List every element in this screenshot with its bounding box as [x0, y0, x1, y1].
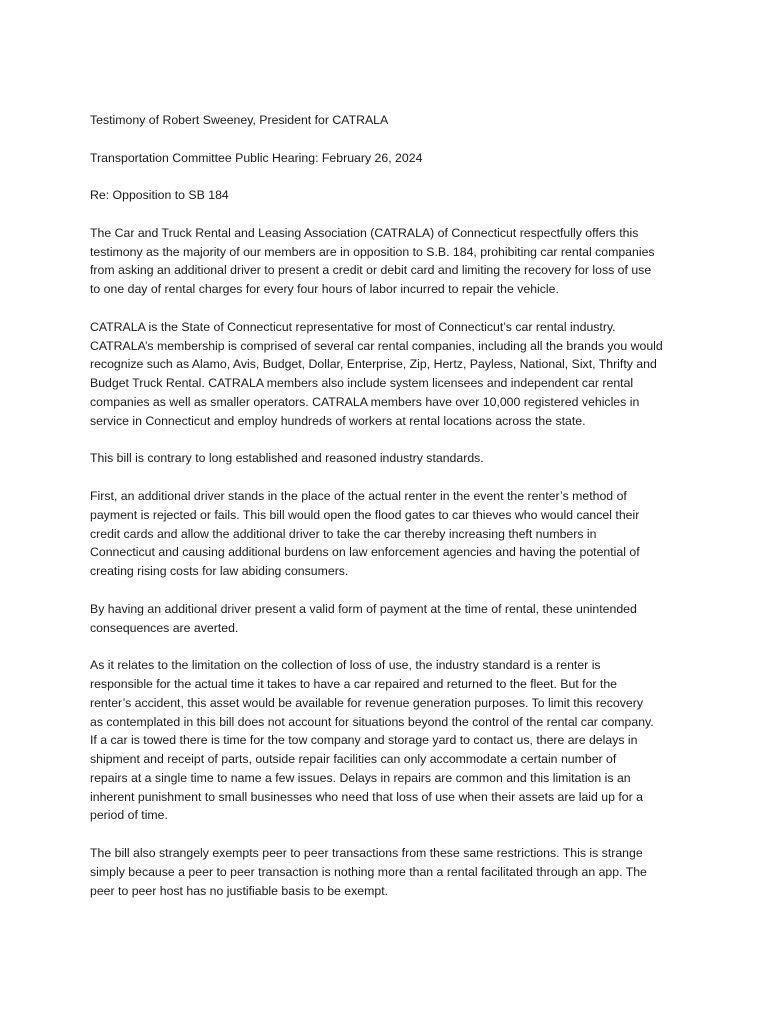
text-line: period of time. [90, 808, 168, 823]
paragraph-catrala [90, 318, 690, 431]
text-line: Testimony of Robert Sweeney, President for CATRALA [90, 113, 389, 127]
text-line: First, an additional driver stands in the place of the actual renter in the event the renter’s method of [90, 488, 627, 503]
testimony-title [90, 111, 690, 130]
text-line: recognize such as Alamo, Avis, Budget, Dollar, Enterprise, Zip, Hertz, Payless, National, Sixt, Thrifty and [90, 357, 657, 372]
text-line: companies as well as smaller operators. CATRALA members have over 10,000 registered vehicles in [90, 394, 640, 409]
hearing-line [90, 149, 690, 168]
paragraph-peer-to-peer [90, 844, 690, 900]
document-body [90, 111, 690, 919]
text-line: This bill is contrary to long established and reasoned industry standards. [90, 451, 484, 466]
text-line: Budget Truck Rental. CATRALA members also include system licensees and independent car rental [90, 376, 634, 391]
text-line: The bill also strangely exempts peer to peer transactions from these same restrictions. This is strange [90, 846, 643, 861]
text-line: consequences are averted. [90, 620, 239, 635]
text-line: The Car and Truck Rental and Leasing Association (CATRALA) of Connecticut respectfully offers this [90, 225, 639, 240]
text-line: testimony as the majority of our members are in opposition to S.B. 184, prohibiting car rental companies [90, 244, 655, 259]
text-line: simply because a peer to peer transaction is nothing more than a rental facilitated through an app. The [90, 864, 647, 879]
paragraph-additional-driver [90, 487, 690, 581]
paragraph-contrary [90, 449, 690, 468]
text-line: from asking an additional driver to present a credit or debit card and limiting the recovery for loss of use [90, 263, 652, 278]
text-line: shipment and receipt of parts, outside repair facilities can only accommodate a certain number of [90, 752, 617, 767]
text-line: credit cards and allow the additional driver to take the car thereby increasing theft numbers in [90, 526, 597, 541]
paragraph-loss-of-use [90, 656, 690, 825]
text-line: CATRALA is the State of Connecticut representative for most of Connecticut’s car rental industry. [90, 319, 616, 334]
text-line: inherent punishment to small businesses who need that loss of use when their assets are laid up for a [90, 789, 643, 804]
text-line: creating rising costs for law abiding consumers. [90, 564, 349, 579]
text-line: repairs at a single time to name a few issues. Delays in repairs are common and this limitation is an [90, 770, 631, 785]
text-line: renter’s accident, this asset would be available for revenue generation purposes. To limit this recovery [90, 695, 643, 710]
text-line: Transportation Committee Public Hearing: February 26, 2024 [90, 150, 423, 165]
text-line: responsible for the actual time it takes to have a car repaired and returned to the fleet. But for the [90, 676, 618, 691]
text-line: CATRALA’s membership is comprised of several car rental companies, including all the brands you would [90, 338, 663, 353]
re-line [90, 186, 690, 205]
text-line: as contemplated in this bill does not account for situations beyond the control of the rental car company. [90, 714, 654, 729]
text-line: If a car is towed there is time for the tow company and storage yard to contact us, there are delays in [90, 733, 638, 748]
text-line: service in Connecticut and employ hundreds of workers at rental locations across the state. [90, 413, 586, 428]
paragraph-intro [90, 224, 690, 299]
text-line: Re: Opposition to SB 184 [90, 188, 229, 203]
paragraph-payment [90, 600, 690, 638]
text-line: Connecticut and causing additional burdens on law enforcement agencies and having the potential of [90, 545, 640, 560]
text-line: As it relates to the limitation on the collection of loss of use, the industry standard is a renter is [90, 658, 601, 673]
text-line: By having an additional driver present a valid form of payment at the time of rental, these unintended [90, 601, 637, 616]
text-line: peer to peer host has no justifiable basis to be exempt. [90, 883, 389, 898]
text-line: to one day of rental charges for every four hours of labor incurred to repair the vehicle. [90, 282, 559, 297]
text-line: payment is rejected or fails. This bill would open the flood gates to car thieves who would cancel their [90, 507, 640, 522]
